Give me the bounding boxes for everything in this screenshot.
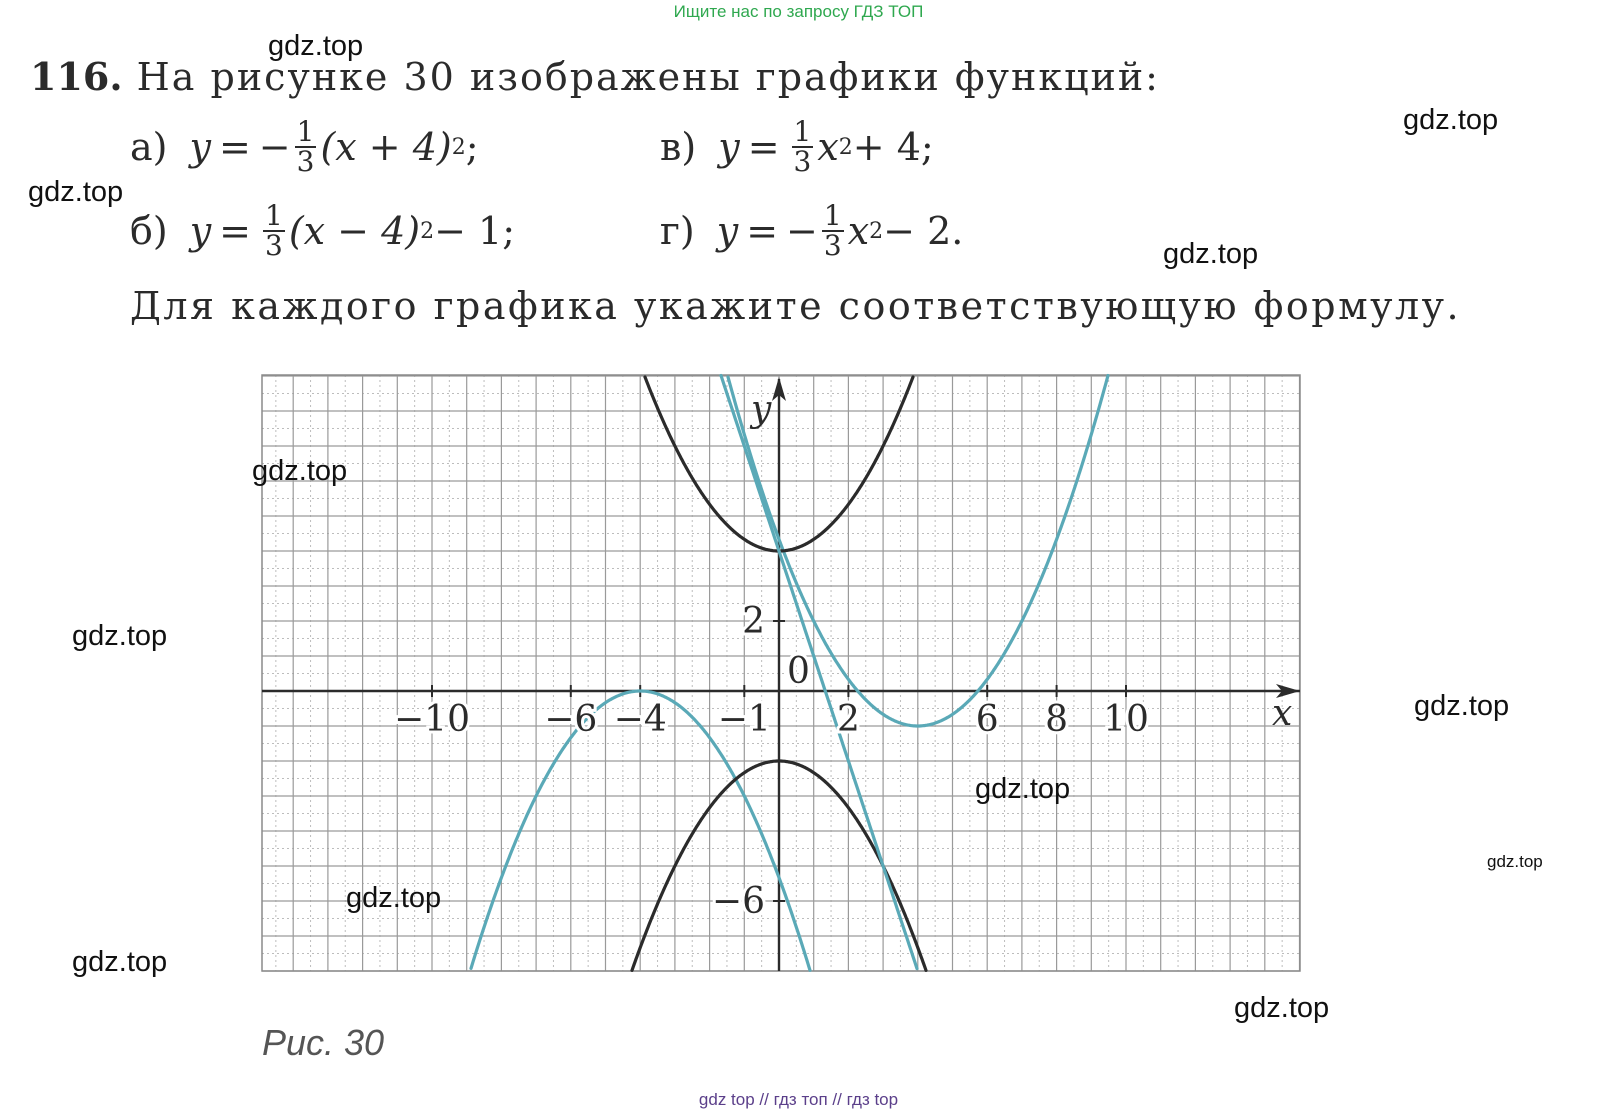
watermark: gdz.top: [346, 882, 442, 914]
formula-b-body: (x − 4): [288, 209, 421, 253]
x-tick-label: 8: [1045, 699, 1069, 740]
formula-g-tail: − 2.: [883, 209, 964, 253]
watermark: gdz.top: [1414, 690, 1510, 722]
formula-b-eq: =: [219, 209, 252, 253]
task-text: Для каждого графика укажите соответствующую формулу.: [130, 284, 1462, 328]
watermark: gdz.top: [252, 455, 348, 487]
formula-g-exp: 2: [869, 218, 884, 244]
x-tick-label: −10: [394, 699, 470, 740]
x-tick-label: −1: [717, 699, 771, 740]
watermark: gdz.top: [72, 946, 168, 978]
x-tick-label: 2: [836, 699, 860, 740]
formula-a-lhs: y: [189, 125, 211, 169]
x-axis-label: x: [1272, 693, 1293, 734]
formula-b-fraction: $\frac{1}{3}$: [265, 199, 283, 262]
formula-a-fraction: $\frac{1}{3}$: [296, 115, 315, 178]
formula-v-exp: 2: [838, 134, 853, 160]
formula-v-lhs: y: [718, 125, 740, 169]
watermark: gdz.top: [268, 30, 364, 62]
formula-a-body: (x + 4): [320, 125, 452, 169]
x-tick-label: 10: [1103, 699, 1149, 740]
top-banner: Ищите нас по запросу ГДЗ ТОП: [673, 2, 924, 21]
formula-a-label: а): [130, 125, 168, 169]
watermark: gdz.top: [28, 176, 124, 208]
formula-v-body: x: [817, 125, 839, 169]
x-tick-label: 6: [975, 699, 999, 740]
bottom-banner: gdz top // гдз топ // гдз top: [698, 1090, 899, 1109]
formula-a-tail: ;: [465, 125, 479, 169]
formula-b-exp: 2: [420, 218, 435, 244]
watermark: gdz.top: [1403, 104, 1499, 136]
formula-v-label: в): [660, 125, 697, 169]
formula-v-tail: + 4;: [852, 125, 934, 169]
watermark: gdz.top: [72, 620, 168, 652]
watermark: gdz.top: [1163, 238, 1259, 270]
formula-g-eq: =: [746, 209, 779, 253]
y-axis-label: y: [751, 389, 772, 430]
figure-caption: Рис. 30: [262, 1022, 385, 1063]
formula-g-label: г): [660, 209, 695, 253]
formula-b-label: б): [130, 209, 168, 253]
formula-b-lhs: y: [189, 209, 212, 253]
formula-v-fraction: $\frac{1}{3}$: [793, 115, 812, 178]
x-tick-label: −4: [613, 699, 667, 740]
formula-g-lhs: y: [716, 209, 739, 253]
watermark: gdz.top: [975, 773, 1071, 805]
y-tick-label: 2: [742, 601, 765, 642]
formula-b-tail: − 1;: [434, 209, 516, 253]
y-tick-label: −6: [711, 881, 765, 922]
formula-g-fraction: $\frac{1}{3}$: [823, 199, 842, 262]
watermark: gdz.top: [1487, 852, 1543, 871]
problem-number: 116.: [30, 54, 123, 99]
formula-g-body: x: [847, 209, 870, 253]
origin-label: 0: [787, 651, 810, 692]
problem-text: На рисунке 30 изображены графики функций:: [136, 55, 1160, 99]
formula-g-sign: −: [786, 209, 818, 253]
formula-a-eq: =: [218, 125, 251, 169]
watermark: gdz.top: [1234, 992, 1330, 1024]
formula-v-eq: =: [747, 125, 780, 169]
formula-a-sign: −: [258, 125, 291, 169]
curve-line: [721, 376, 917, 969]
formula-a-exp: 2: [451, 134, 466, 160]
x-tick-label: −6: [544, 699, 598, 740]
